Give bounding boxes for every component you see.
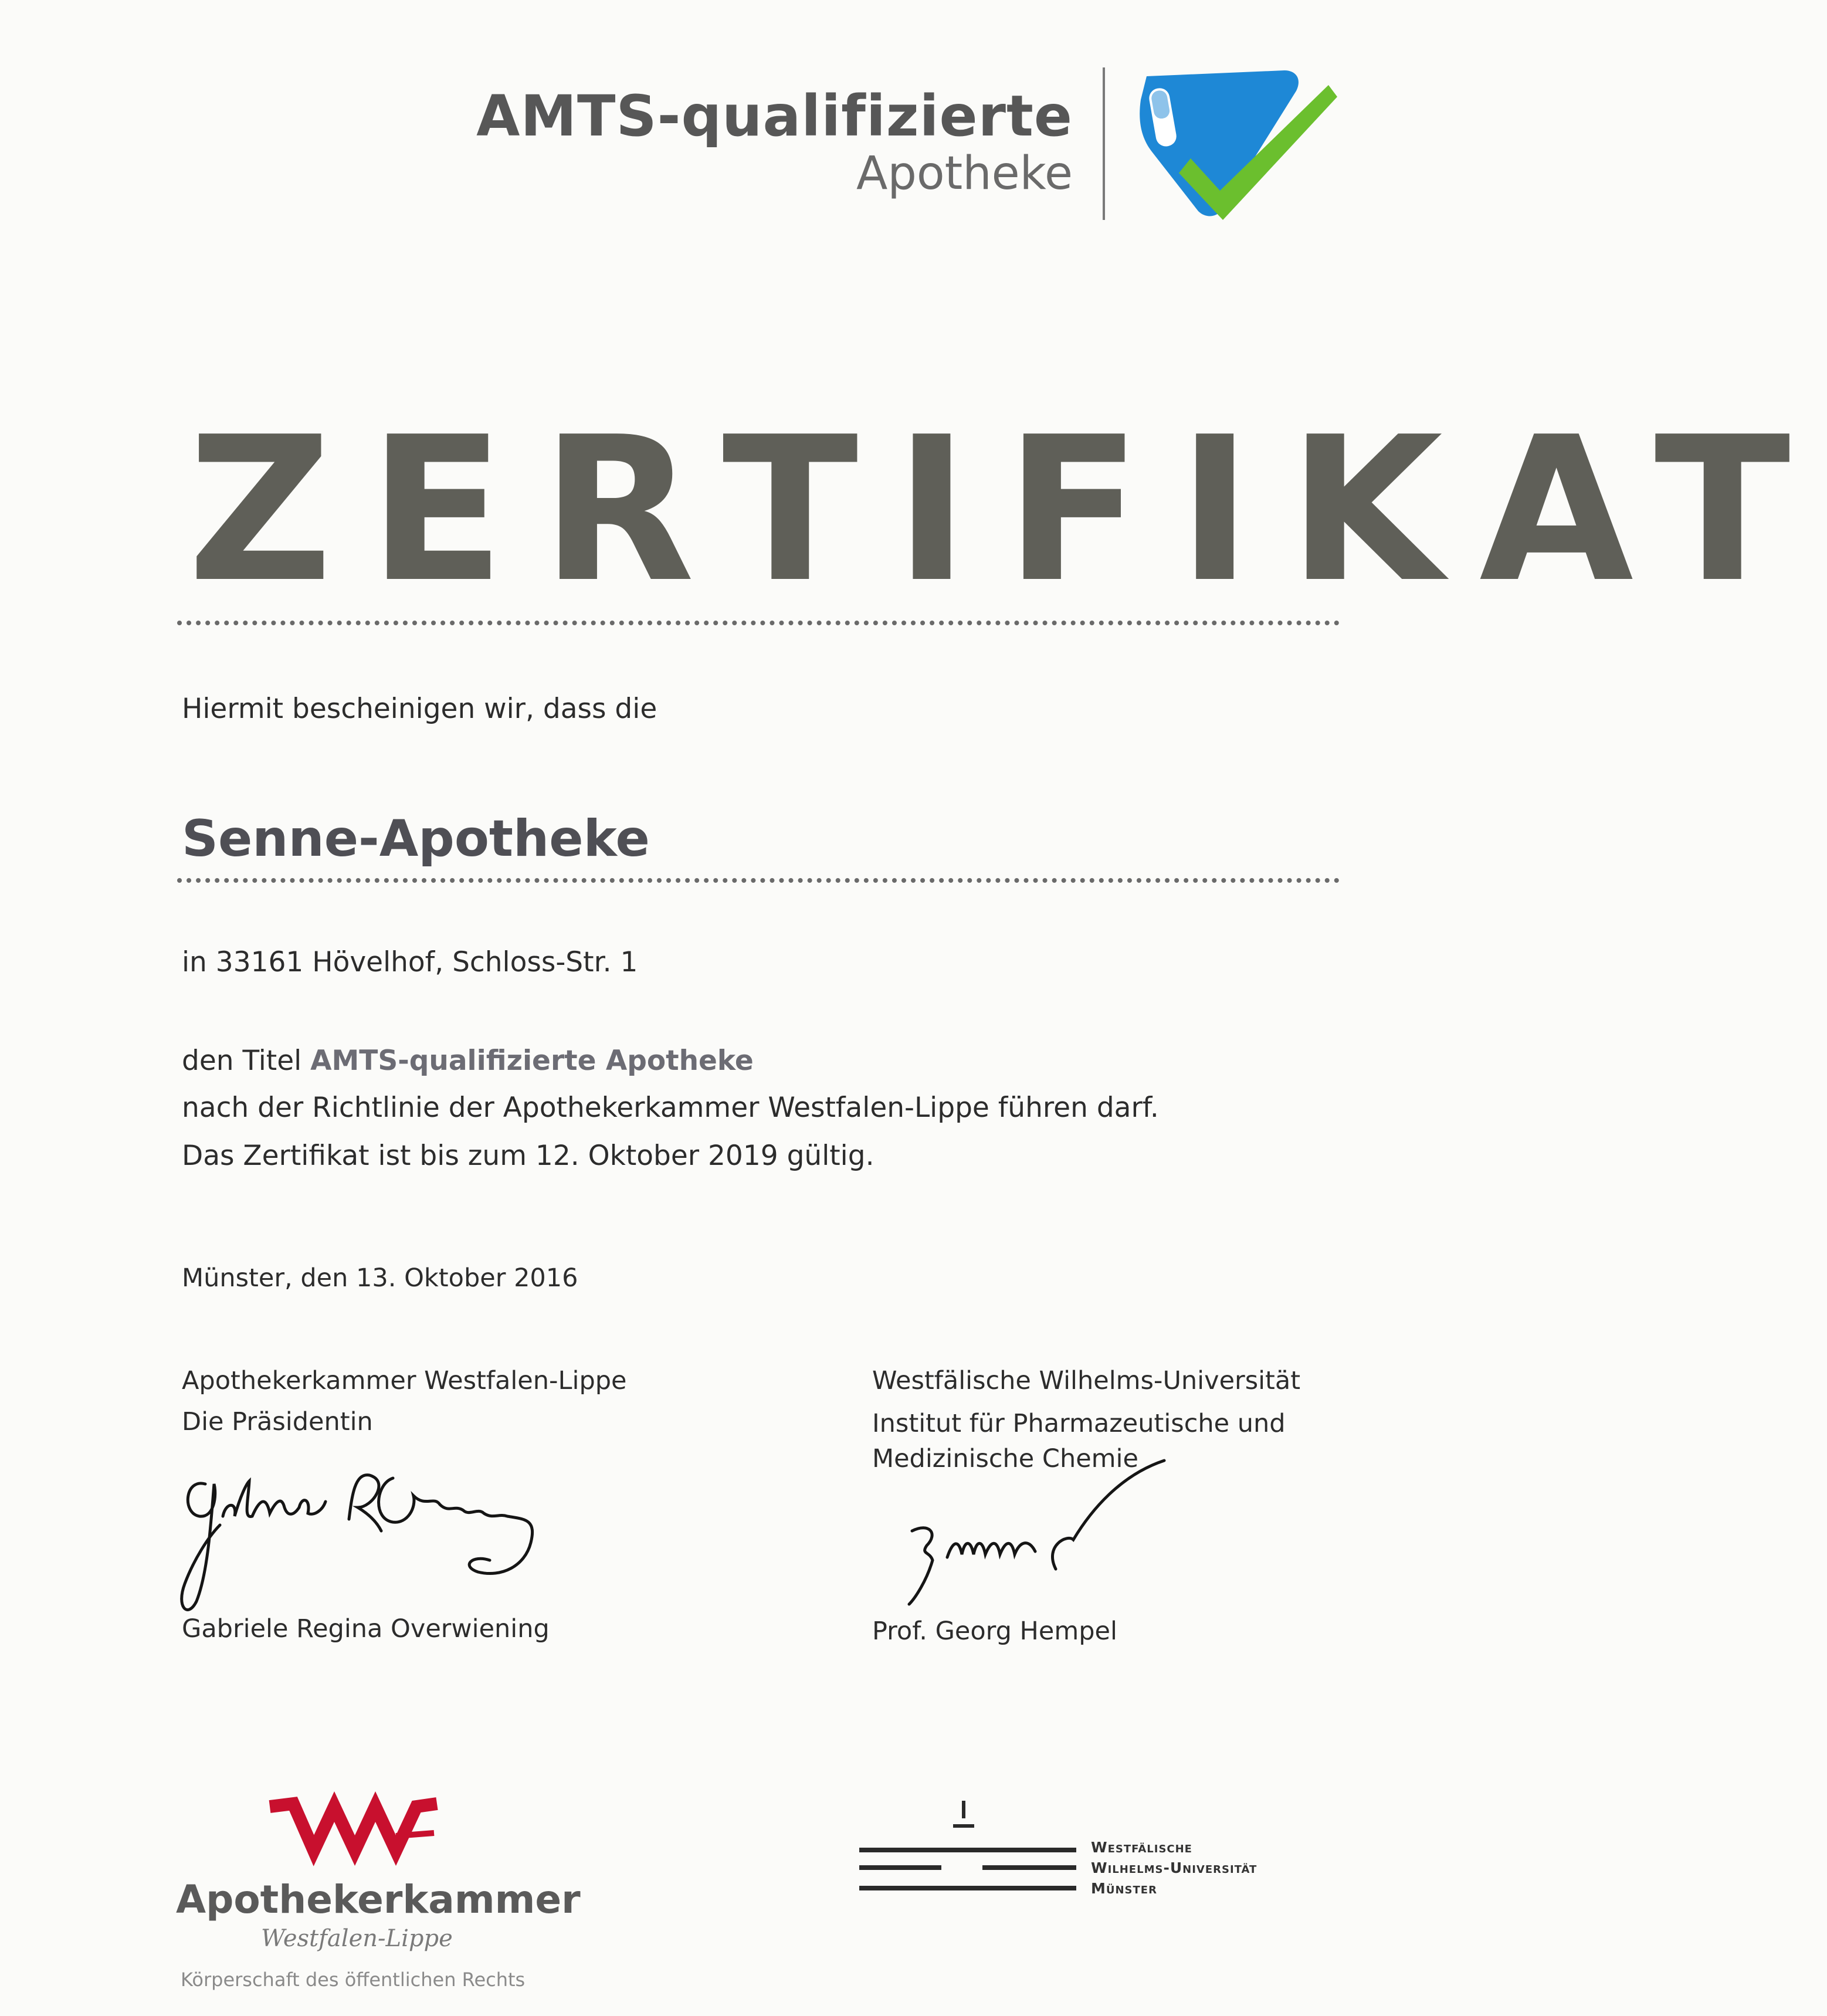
right-signatory-org1: Westfälische Wilhelms-Universität — [872, 1366, 1301, 1395]
right-signatory-org3: Medizinische Chemie — [872, 1444, 1138, 1473]
wwu-logo-icon — [859, 1792, 1076, 1898]
place-date: Münster, den 13. Oktober 2016 — [182, 1263, 578, 1293]
apothekerkammer-logo-icon — [258, 1783, 446, 1859]
wwu-line3: Münster — [1091, 1880, 1157, 1897]
pharmacy-name: Senne-Apotheke — [182, 809, 650, 868]
amts-logo-text — [476, 83, 1073, 200]
wwu-name — [1091, 1837, 1257, 1899]
wwu-line1: Westfälische — [1091, 1839, 1192, 1856]
logo-line1: AMTS-qualifizierte — [476, 83, 1073, 149]
body-line2: nach der Richtlinie der Apothekerkammer Westfalen-Lippe führen darf. — [182, 1092, 1159, 1124]
certificate-title: ZERTIFIKAT — [188, 394, 1827, 626]
body-line1-title: AMTS-qualifizierte Apotheke — [310, 1045, 754, 1077]
intro-text: Hiermit bescheinigen wir, dass die — [182, 693, 657, 725]
title-divider — [177, 621, 1340, 625]
left-signatory-org: Apothekerkammer Westfalen-Lippe — [182, 1366, 627, 1395]
left-signatory-name: Gabriele Regina Overwiening — [182, 1614, 550, 1644]
apothekerkammer-legal: Körperschaft des öffentlichen Rechts — [181, 1968, 526, 1991]
left-signature — [173, 1461, 554, 1625]
wwu-line2: Wilhelms-Universität — [1091, 1859, 1257, 1876]
right-signatory-org2: Institut für Pharmazeutische und — [872, 1409, 1286, 1438]
right-signature — [897, 1452, 1173, 1628]
logo-line2: Apotheke — [856, 147, 1073, 200]
apothekerkammer-name: Apothekerkammer — [176, 1877, 581, 1922]
body-line3: Das Zertifikat ist bis zum 12. Oktober 2019 gültig. — [182, 1140, 874, 1172]
name-divider — [177, 878, 1340, 883]
amts-checkmark-icon — [1135, 65, 1340, 226]
apothekerkammer-region: Westfalen-Lippe — [261, 1925, 453, 1952]
left-signatory-role: Die Präsidentin — [182, 1407, 373, 1436]
body-line1 — [182, 1043, 754, 1079]
right-signatory-name: Prof. Georg Hempel — [872, 1617, 1117, 1646]
address-text: in 33161 Hövelhof, Schloss-Str. 1 — [182, 946, 638, 978]
logo-divider — [1103, 67, 1105, 220]
body-line1-prefix: den Titel — [182, 1045, 311, 1077]
